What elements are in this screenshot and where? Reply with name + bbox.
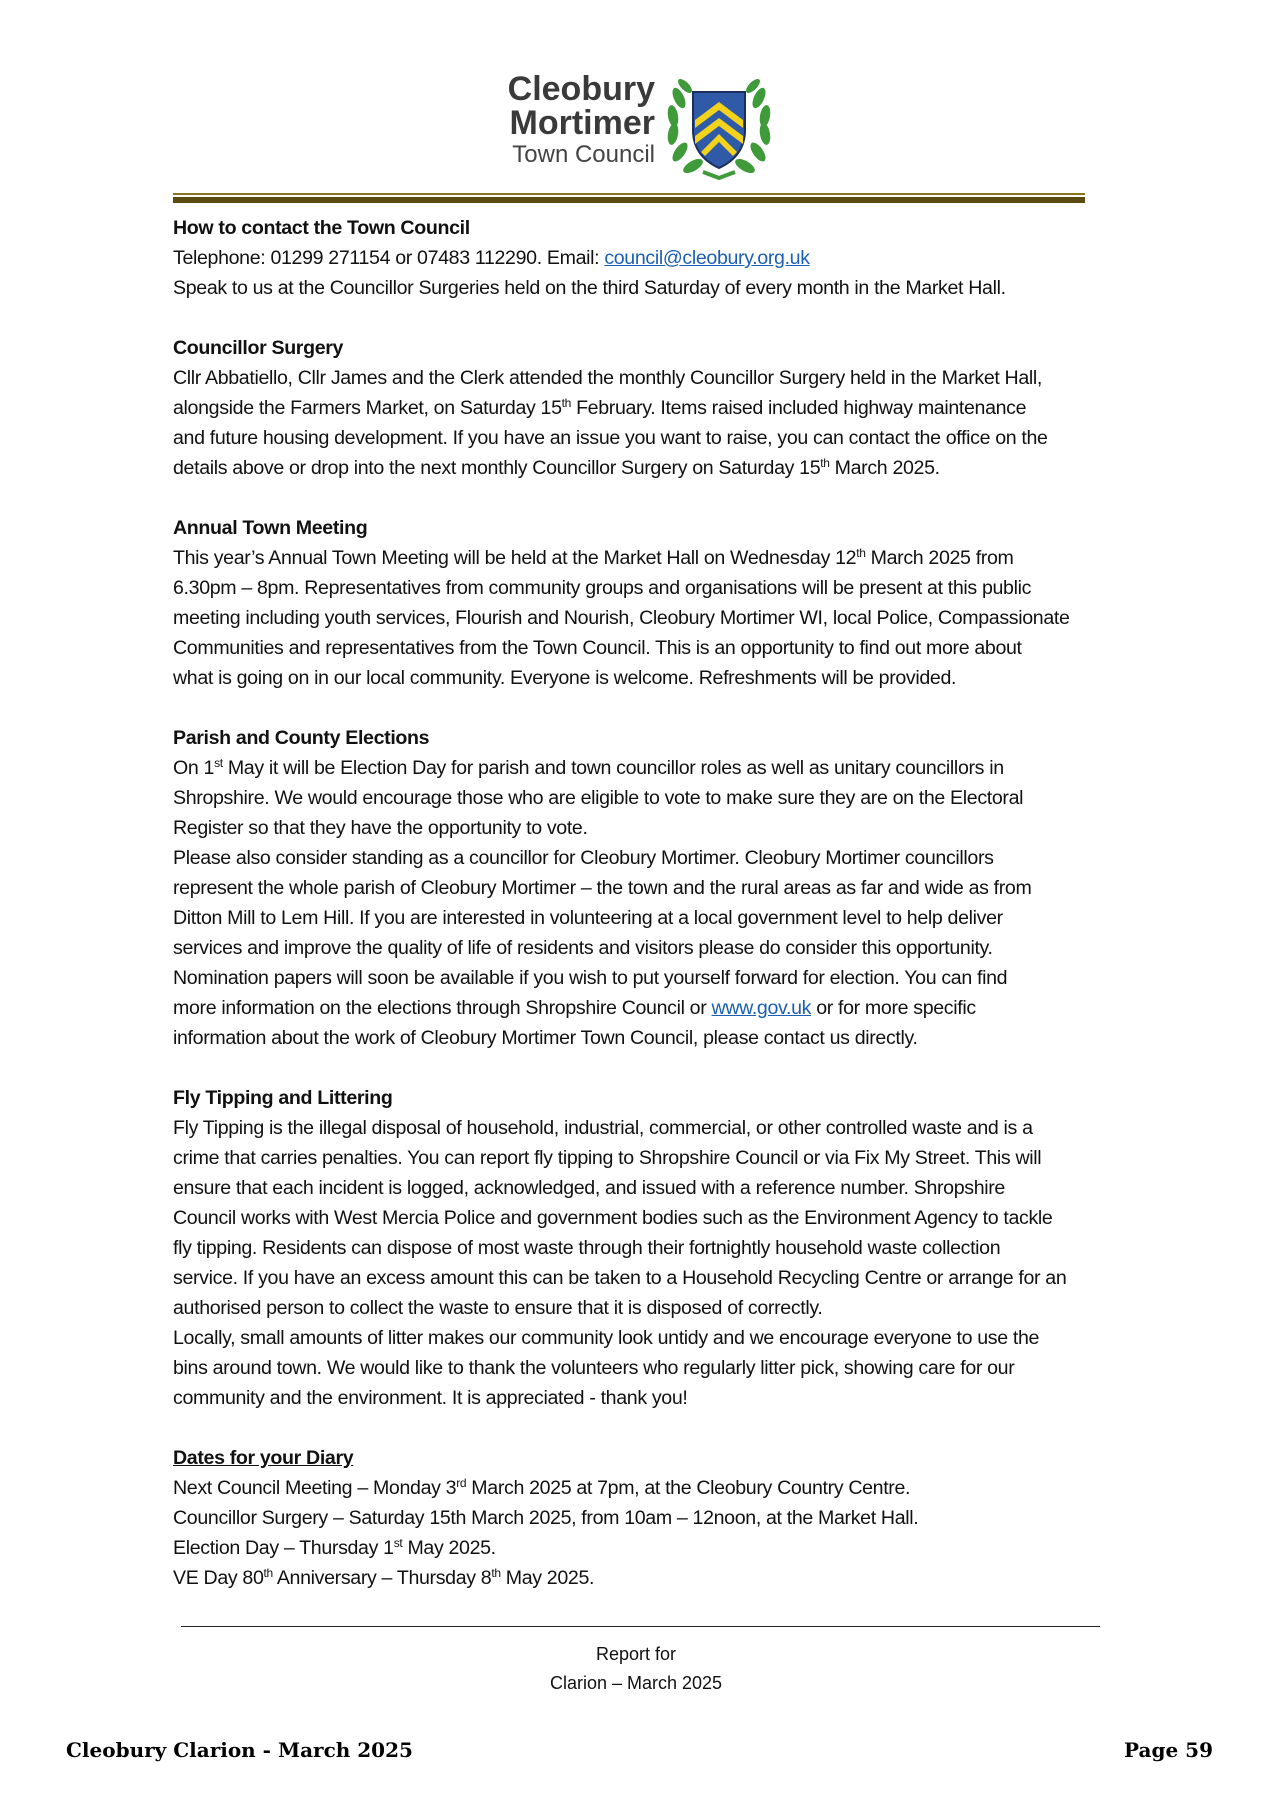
report-caption-line-2: Clarion – March 2025 — [549, 1673, 723, 1693]
fly-tipping-line-7: authorised person to collect the waste to ensure that it is disposed of correctly. — [173, 1297, 823, 1319]
fly-tipping-line-1: Fly Tipping is the illegal disposal of household, industrial, commercial, or other controlled waste and is a — [173, 1117, 1033, 1139]
diary-item-councillor-surgery: Councillor Surgery – Saturday 15th March 2025, from 10am – 12noon, at the Market Hall. — [173, 1507, 919, 1529]
logo-line-1: Cleobury — [507, 70, 655, 108]
contact-surgery-line: Speak to us at the Councillor Surgeries held on the third Saturday of every month in the Market Hall. — [173, 277, 1006, 299]
contact-phone-line: Telephone: 01299 271154 or 07483 112290. Email: council@cleobury.org.uk — [173, 247, 810, 269]
report-divider — [181, 1626, 1100, 1627]
elections-line-8: Nomination papers will soon be available if you wish to put yourself forward for election. You can find — [173, 967, 1008, 989]
elections-heading: Parish and County Elections — [173, 727, 430, 749]
fly-tipping-line-10: community and the environment. It is appreciated - thank you! — [173, 1387, 688, 1409]
elections-line-10: information about the work of Cleobury Mortimer Town Council, please contact us directly. — [173, 1027, 918, 1049]
report-caption — [0, 1640, 1272, 1698]
annual-meeting-line-5: what is going on in our local community. Everyone is welcome. Refreshments will be provided. — [173, 667, 957, 689]
logo-line-3: Town Council — [512, 141, 655, 168]
annual-meeting-line-1: This year’s Annual Town Meeting will be held at the Market Hall on Wednesday 12th March 2025 from — [173, 546, 1014, 569]
elections-line-5: represent the whole parish of Cleobury Mortimer – the town and the rural areas as far and wide as from — [173, 877, 1032, 899]
elections-line-3: Register so that they have the opportunity to vote. — [173, 817, 588, 839]
fly-tipping-line-3: ensure that each incident is logged, acknowledged, and issued with a reference number. Shropshire — [173, 1177, 1005, 1199]
surgery-line-1: Cllr Abbatiello, Cllr James and the Clerk attended the monthly Councillor Surgery held in the Market Hall, — [173, 367, 1042, 389]
logo-text — [495, 72, 655, 170]
fly-tipping-heading: Fly Tipping and Littering — [173, 1087, 393, 1109]
diary-item-council-meeting: Next Council Meeting – Monday 3rd March 2025 at 7pm, at the Cleobury Country Centre. — [173, 1476, 911, 1499]
gov-uk-link[interactable]: www.gov.uk — [711, 997, 812, 1019]
report-body — [173, 213, 1103, 1593]
elections-line-6: Ditton Mill to Lem Hill. If you are interested in volunteering at a local government level to help deliver — [173, 907, 1003, 929]
town-council-logo — [495, 68, 795, 188]
elections-line-2: Shropshire. We would encourage those who are eligible to vote to make sure they are on the Electoral — [173, 787, 1024, 809]
fly-tipping-line-9: bins around town. We would like to thank the volunteers who regularly litter pick, showing care for our — [173, 1357, 1015, 1379]
annual-meeting-line-2: 6.30pm – 8pm. Representatives from community groups and organisations will be present at this public — [173, 577, 1032, 599]
report-caption-line-1: Report for — [595, 1644, 677, 1664]
fly-tipping-line-4: Council works with West Mercia Police and government bodies such as the Environment Agency to tackle — [173, 1207, 1053, 1229]
footer-publication: Cleobury Clarion - March 2025 — [66, 1738, 413, 1762]
elections-line-7: services and improve the quality of life of residents and visitors please do consider this opportunity. — [173, 937, 993, 959]
fly-tipping-line-8: Locally, small amounts of litter makes our community look untidy and we encourage everyone to use the — [173, 1327, 1040, 1349]
town-council-crest-icon — [663, 68, 775, 184]
annual-meeting-heading: Annual Town Meeting — [173, 517, 368, 539]
elections-line-9: more information on the elections through Shropshire Council or www.gov.uk or for more specific — [173, 997, 976, 1019]
diary-item-ve-day: VE Day 80th Anniversary – Thursday 8th May 2025. — [173, 1566, 595, 1589]
diary-item-election-day: Election Day – Thursday 1st May 2025. — [173, 1536, 496, 1559]
fly-tipping-line-2: crime that carries penalties. You can report fly tipping to Shropshire Council or via Fix My Street. This will — [173, 1147, 1042, 1169]
councillor-surgery-heading: Councillor Surgery — [173, 337, 344, 359]
annual-meeting-line-4: Communities and representatives from the Town Council. This is an opportunity to find out more about — [173, 637, 1022, 659]
fly-tipping-line-5: fly tipping. Residents can dispose of most waste through their fortnightly household waste collection — [173, 1237, 1001, 1259]
logo-line-2: Mortimer — [509, 104, 655, 142]
diary-heading: Dates for your Diary — [173, 1447, 354, 1469]
contact-email-link[interactable]: council@cleobury.org.uk — [604, 247, 810, 269]
surgery-line-4: details above or drop into the next monthly Councillor Surgery on Saturday 15th March 2025. — [173, 456, 940, 479]
elections-line-1: On 1st May it will be Election Day for parish and town councillor roles as well as unitary councillors in — [173, 756, 1004, 779]
fly-tipping-line-6: service. If you have an excess amount this can be taken to a Household Recycling Centre or arrange for an — [173, 1267, 1067, 1289]
surgery-line-2: alongside the Farmers Market, on Saturday 15th February. Items raised included highway maintenance — [173, 396, 1027, 419]
annual-meeting-line-3: meeting including youth services, Flourish and Nourish, Cleobury Mortimer WI, local Police, Compassionate — [173, 607, 1070, 629]
surgery-line-3: and future housing development. If you have an issue you want to raise, you can contact the office on the — [173, 427, 1048, 449]
contact-heading: How to contact the Town Council — [173, 217, 470, 239]
elections-line-4: Please also consider standing as a councillor for Cleobury Mortimer. Cleobury Mortimer councillors — [173, 847, 994, 869]
footer-page-number: Page 59 — [1124, 1738, 1213, 1762]
header-rule — [173, 193, 1085, 203]
